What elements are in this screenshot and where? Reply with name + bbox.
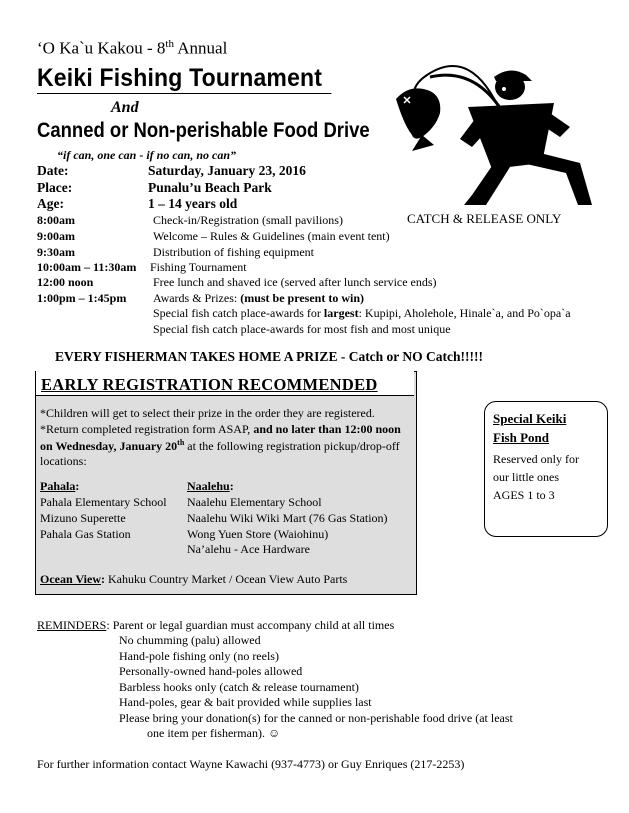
ocean-view-locations: Kahuku Country Market / Ocean View Auto Parts xyxy=(105,572,348,586)
schedule-time: 9:00am xyxy=(37,229,75,243)
naalehu-location: Na’alehu - Ace Hardware xyxy=(187,542,310,556)
awards-extra-bold: largest xyxy=(323,306,359,320)
pond-title-2: Fish Pond xyxy=(493,430,549,445)
reminder-item: Personally-owned hand-poles allowed xyxy=(119,664,303,678)
registration-note-2b: and no later than 12:00 noon xyxy=(253,422,401,436)
pahala-location: Pahala Gas Station xyxy=(40,527,131,541)
annual-heading xyxy=(37,38,227,59)
registration-note-1: *Children will get to select their prize in the order they are registered. xyxy=(40,406,375,420)
ocean-view-label: Ocean View xyxy=(40,572,101,586)
naalehu-label: Naalehu: xyxy=(187,479,234,493)
every-fisherman-banner: EVERY FISHERMAN TAKES HOME A PRIZE - Catch or NO Catch!!!!! xyxy=(55,349,484,364)
pahala-location: Pahala Elementary School xyxy=(40,495,167,509)
schedule-desc: Check-in/Registration (small pavilions) xyxy=(153,213,343,227)
pond-line: our little ones xyxy=(493,470,559,484)
schedule-time: 10:00am – 11:30am xyxy=(37,260,137,274)
reminder-item: Parent or legal guardian must accompany child at all times xyxy=(112,618,395,632)
tagline: “if can, one can - if no can, no can” xyxy=(57,148,237,162)
age-label: Age: xyxy=(37,196,64,211)
pahala-label: Pahala: xyxy=(40,479,80,493)
schedule-time: 1:00pm – 1:45pm xyxy=(37,291,127,305)
catch-release-text: CATCH & RELEASE ONLY xyxy=(407,211,562,226)
registration-title: EARLY REGISTRATION RECOMMENDED xyxy=(41,375,378,394)
reminders-first-line: REMINDERS: Parent or legal guardian must accompany child at all times xyxy=(37,618,395,632)
awards-extra-prefix: Special fish catch place-awards for xyxy=(153,306,324,320)
schedule-time: 12:00 noon xyxy=(37,275,94,289)
schedule-time: 8:00am xyxy=(37,213,75,227)
registration-note-2 xyxy=(40,422,401,437)
page-subtitle: Canned or Non-perishable Food Drive xyxy=(37,119,370,142)
and-text: And xyxy=(111,99,139,116)
awards-desc-bold: (must be present to win) xyxy=(240,291,364,305)
date-label: Date: xyxy=(37,163,69,178)
awards-extra-line2: Special fish catch place-awards for most fish and most unique xyxy=(153,322,451,336)
annual-heading-text: ‘O Ka`u Kakou - 8 xyxy=(37,38,166,58)
awards-extra-suffix: : Kupipi, Aholehole, Hinale`a, and Po`opa`a xyxy=(358,306,571,320)
fish-icon xyxy=(396,88,440,151)
place-value: Punalu’u Beach Park xyxy=(148,180,272,195)
schedule-desc: Free lunch and shaved ice (served after lunch service ends) xyxy=(153,275,437,289)
naalehu-label-text: Naalehu xyxy=(187,479,230,493)
registration-note-4: locations: xyxy=(40,454,87,468)
reminder-item: Barbless hooks only (catch & release tournament) xyxy=(119,680,359,694)
schedule-desc: Distribution of fishing equipment xyxy=(153,245,314,259)
fisherman-leg-right xyxy=(522,151,592,205)
reminder-item-last: one item per fisherman). ☺ xyxy=(147,726,281,740)
reminder-item: No chumming (palu) allowed xyxy=(119,633,261,647)
pond-line: Reserved only for xyxy=(493,452,579,466)
registration-deadline-sup: th xyxy=(177,438,185,447)
registration-deadline: on Wednesday, January 20 xyxy=(40,439,178,453)
ocean-view-line: Ocean View: Kahuku Country Market / Ocean View Auto Parts xyxy=(40,572,348,586)
annual-heading-sup: th xyxy=(165,38,174,50)
schedule-desc-awards xyxy=(153,291,364,306)
annual-heading-suffix: Annual xyxy=(173,38,228,58)
pond-line: AGES 1 to 3 xyxy=(493,488,555,502)
registration-note-3b: at the following registration pickup/drop-off xyxy=(184,439,400,453)
pahala-label-text: Pahala xyxy=(40,479,76,493)
age-value: 1 – 14 years old xyxy=(148,196,238,211)
fisherman-leg-left xyxy=(464,163,510,205)
awards-desc: Awards & Prizes: xyxy=(153,291,241,305)
schedule-desc: Fishing Tournament xyxy=(150,260,247,274)
schedule-time: 9:30am xyxy=(37,245,75,259)
reminder-item: Please bring your donation(s) for the canned or non-perishable food drive (at least xyxy=(119,711,513,725)
contact-info: For further information contact Wayne Kawachi (937-4773) or Guy Enriques (217-2253) xyxy=(37,757,465,771)
registration-note-3 xyxy=(40,438,400,454)
naalehu-location: Naalehu Wiki Wiki Mart (76 Gas Station) xyxy=(187,511,388,525)
registration-note-2a: *Return completed registration form ASAP, xyxy=(40,422,254,436)
date-value: Saturday, January 23, 2016 xyxy=(148,163,306,178)
fisherman-head xyxy=(494,70,532,100)
naalehu-location: Naalehu Elementary School xyxy=(187,495,322,509)
reminder-item: Hand-poles, gear & bait provided while supplies last xyxy=(119,695,372,709)
reminder-item: Hand-pole fishing only (no reels) xyxy=(119,649,279,663)
pond-title-1: Special Keiki xyxy=(493,411,567,426)
schedule-desc: Welcome – Rules & Guidelines (main event tent) xyxy=(153,229,390,243)
pahala-location: Mizuno Superette xyxy=(40,511,126,525)
reminders-label: REMINDERS xyxy=(37,618,107,632)
fisherman-clipart xyxy=(382,55,622,207)
awards-extra-line1 xyxy=(153,306,571,321)
naalehu-location: Wong Yuen Store (Waiohinu) xyxy=(187,527,329,541)
page-title: Keiki Fishing Tournament xyxy=(37,64,331,94)
place-label: Place: xyxy=(37,180,73,195)
